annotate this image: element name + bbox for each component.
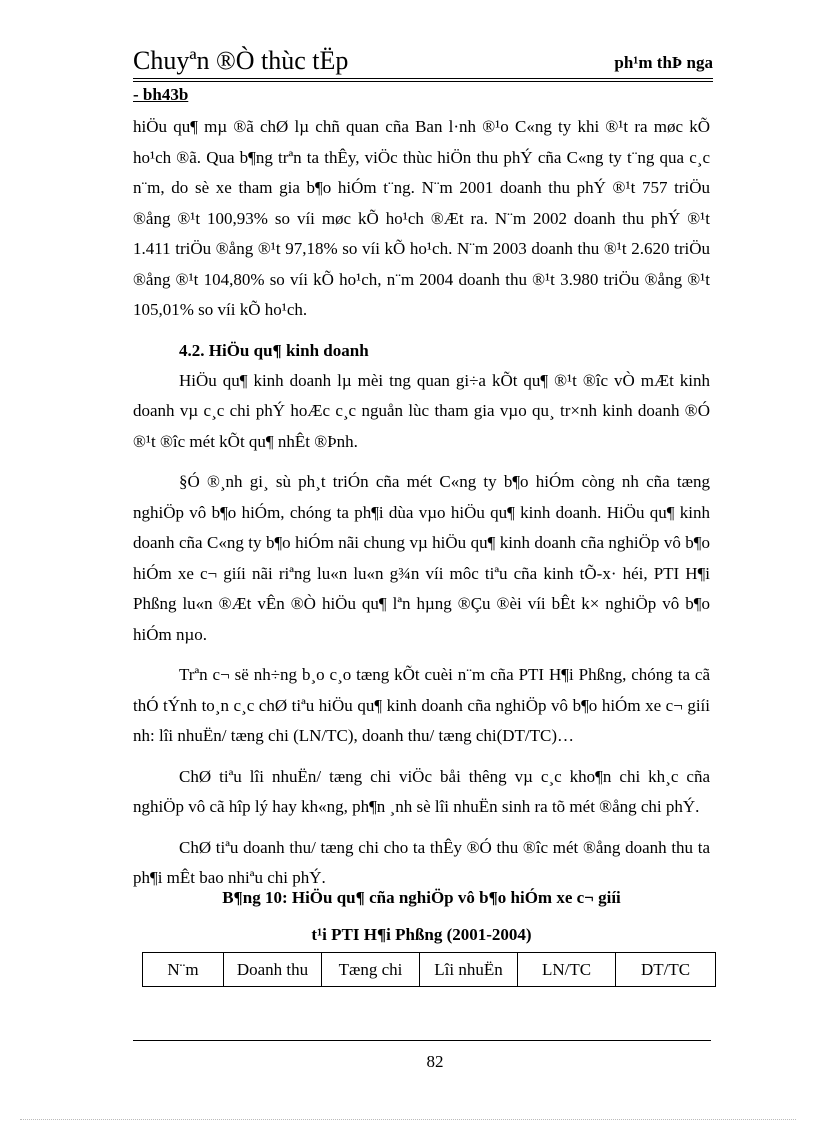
paragraph-3: §Ó ®¸nh gi¸ sù ph¸t triÓn cña mét C«ng ty b¶o hiÓm còng nh cña tæng nghiÖp vô b¶o hiÓm, chóng ta ph¶i dùa vµo hiÖu qu¶ kinh doanh. HiÖu qu¶ kinh doanh cña C«ng ty b¶o hiÓm nãi chung vµ hiÖu qu¶ kinh doanh cña nghiÖp vô b¶o hiÓm xe c¬ giíi nãi riªng lu«n lu«n g¾n víi môc tiªu cña kinh tÕ-x· héi, PTI H¶i Phßng lu«n ®Æt vÊn ®Ò hiÖu qu¶ lªn hµng ®Çu ®èi víi bÊt k× nghiÖp vô b¶o hiÓm nµo. [133, 472, 710, 644]
header-code: - bh43b [133, 85, 189, 104]
col-header-year: N¨m [143, 953, 224, 987]
bottom-dotted-border [20, 1119, 796, 1120]
paragraph-5: ChØ tiªu lîi nhuËn/ tæng chi viÖc båi thêng vµ c¸c kho¶n chi kh¸c cña nghiÖp vô cã hîp lý hay kh«ng, ph¶n ¸nh sè lîi nhuËn sinh ra tõ mét ®ång chi phÝ. [133, 766, 710, 816]
col-header-ln-tc: LN/TC [518, 953, 616, 987]
col-header-dt-tc: DT/TC [616, 953, 716, 987]
paragraph-4: Trªn c¬ së nh÷ng b¸o c¸o tæng kÕt cuèi n¨m cña PTI H¶i Phßng, chóng ta cã thÓ tÝnh to¸n c¸c chØ tiªu hiÖu qu¶ kinh doanh cña nghiÖp vô b¶o hiÓm xe c¬ giíi nh: lîi nhuËn/ tæng chi (LN/TC), doanh thu/ tæng chi(DT/TC)… [133, 665, 710, 745]
paragraph-1: hiÖu qu¶ mµ ®ã chØ lµ chñ quan cña Ban l·nh ®¹o C«ng ty khi ®¹t ra møc kÕ ho¹ch ®ã. Qua b¶ng trªn ta thÊy, viÖc thùc hiÖn thu phÝ cña C«ng ty t¨ng qua c¸c n¨m, do sè xe tham gia b¶o hiÓm t¨ng. N¨m 2001 doanh thu phÝ ®¹t 757 triÖu ®ång ®¹t 100,93% so víi møc kÕ ho¹ch ®Æt ra. N¨m 2002 doanh thu phÝ ®¹t 1.411 triÖu ®ång ®¹t 97,18% so víi kÕ ho¹ch. N¨m 2003 doanh thu ®¹t 2.620 triÖu ®ång ®¹t 104,80% so víi kÕ ho¹ch, n¨m 2004 doanh thu ®¹t 3.980 triÖu ®ång ®¹t 105,01% so víi kÕ ho¹ch. [133, 117, 710, 319]
body-text [133, 112, 710, 894]
table-header-row [143, 953, 716, 987]
col-header-revenue: Doanh thu [224, 953, 322, 987]
col-header-total-cost: Tæng chi [322, 953, 420, 987]
table-subtitle: t¹i PTI H¶i Phßng (2001-2004) [311, 925, 532, 944]
footer-rule [133, 1040, 711, 1041]
page-number: 82 [426, 1052, 444, 1071]
table-title: B¶ng 10: HiÖu qu¶ cña nghiÖp vô b¶o hiÓm xe c¬ giíi [222, 888, 621, 907]
header-rule [133, 78, 713, 79]
header-title: Chuyªn ®Ò thùc tËp [133, 46, 349, 75]
efficiency-table [142, 952, 716, 987]
col-header-profit: Lîi nhuËn [420, 953, 518, 987]
paragraph-2: HiÖu qu¶ kinh doanh lµ mèi tng quan gi÷a kÕt qu¶ ®¹t ®îc vÒ mÆt kinh doanh vµ c¸c chi phÝ hoÆc c¸c nguån lùc tham gia vµo qu¸ tr×nh kinh doanh ®Ó ®¹t ®îc mét kÕt qu¶ nhÊt ®Þnh. [133, 370, 710, 451]
paragraph-6: ChØ tiªu doanh thu/ tæng chi cho ta thÊy ®Ó thu ®îc mét ®ång doanh thu ta ph¶i mÊt bao nhiªu chi phÝ. [133, 837, 710, 887]
section-heading: 4.2. HiÖu qu¶ kinh doanh [179, 340, 369, 360]
header-rule-thin [133, 81, 713, 82]
header-author: ph¹m thÞ nga [614, 53, 713, 72]
